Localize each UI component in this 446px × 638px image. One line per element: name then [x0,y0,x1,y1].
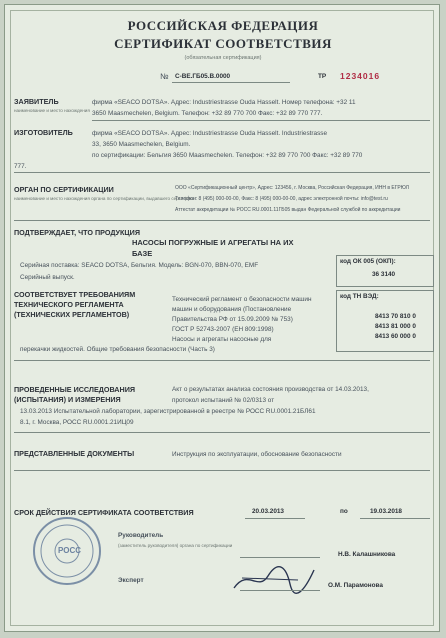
documents-text: Инструкция по эксплуатации, обоснование безопасности [172,451,342,458]
manufacturer-rule [14,172,430,173]
cert-body-text-3: Аттестат аккредитации № РОСС RU.0001.11ГБ05 выдан Федеральной службой по аккредитации [175,207,401,213]
evidence-label-2: (ИСПЫТАНИЯ) И ИЗМЕРЕНИЯ [14,395,121,404]
product-label: ПОДТВЕРЖДАЕТ, ЧТО ПРОДУКЦИЯ [14,228,140,237]
head-label: Руководитель [118,532,164,539]
cert-body-text-1: ООО «Сертификационный центр», Адрес: 123456, г. Москва, Российская Федерация, ИНН в ЕГРЮЛ [175,185,409,191]
conformity-text-1: Технический регламент о безопасности машин [172,296,312,303]
evidence-text-2: протокол испытаний № 02/0313 от [172,397,275,404]
evidence-rule [14,432,430,433]
manufacturer-text-4: 777. [14,163,27,170]
head-signature-line [240,557,320,558]
stamp-text: РОСС [58,546,82,555]
cert-body-text-2: Телефон: 8 (495) 000-00-00, Факс: 8 (495) 000-00-00, адрес электронной почты: info@test.ru [175,196,388,202]
okp-label: код ОК 005 (ОКП): [340,258,396,265]
okp-value: 36 3140 [372,271,396,278]
conformity-label-2: ТЕХНИЧЕСКОГО РЕГЛАМЕНТА [14,300,124,309]
expert-name: О.М. Парамонова [328,582,383,589]
conformity-label-3: (ТЕХНИЧЕСКИХ РЕГЛАМЕНТОВ) [14,310,130,319]
evidence-text-4: 8.1, г. Москва, РОСС RU.0001.21ИЦ09 [20,419,134,426]
documents-rule [14,470,430,471]
head-sub: (заместитель руководителя) органа по сертификации [118,543,233,548]
product-name-1: НАСОСЫ ПОГРУЖНЫЕ И АГРЕГАТЫ НА ИХ [132,238,294,247]
tnved-value-3: 8413 60 000 0 [375,333,416,340]
product-serial-text-2: Серийный выпуск. [20,274,75,281]
conformity-text-5: Насосы и агрегаты насосные для [172,336,272,343]
certificate-number: С-BE.ГБ05.В.0000 [175,73,231,80]
conformity-text-2: машин и оборудования (Постановление [172,306,292,313]
expert-signature-line [240,590,320,591]
evidence-text-1: Акт о результатах анализа состояния производства от 14.03.2013, [172,386,369,393]
conformity-text-6: перекачки жидкостей. Общие требования безопасности (Часть 3) [20,346,215,353]
documents-label: ПРЕДСТАВЛЕННЫЕ ДОКУМЕНТЫ [14,449,135,458]
applicant-text-2: 3650 Maasmechelen, Belgium. Телефон: +32 89 770 700 Факс: +32 89 770 777. [92,110,323,117]
tnved-value-2: 8413 81 000 0 [375,323,416,330]
product-serial-text: Серийная поставка: SEACO DOTSA, Бельгия. Модель: BGN-070, BBN-070, EMF [20,262,259,269]
manufacturer-text-3: по сертификации: Бельгия 3650 Maasmechelen. Телефон: +32 89 770 700 Факс: +32 89 770 [92,152,363,159]
title-line1: РОССИЙСКАЯ ФЕДЕРАЦИЯ [127,18,319,33]
conformity-label-1: СООТВЕТСТВУЕТ ТРЕБОВАНИЯМ [14,290,136,299]
product-name-2: БАЗЕ [132,249,153,258]
validity-label: СРОК ДЕЙСТВИЯ СЕРТИФИКАТА СООТВЕТСТВИЯ [14,508,194,517]
tr-number: 1234016 [340,71,381,81]
tnved-label: код ТН ВЭД: [340,293,379,300]
validity-to-label: по [340,508,348,515]
evidence-label-1: ПРОВЕДЕННЫЕ ИССЛЕДОВАНИЯ [14,385,136,394]
expert-label: Эксперт [118,577,144,584]
applicant-rule [92,120,430,121]
number-underline [172,82,290,83]
tnved-value-1: 8413 70 810 0 [375,313,416,320]
conformity-rule [14,360,430,361]
validity-to: 19.03.2018 [370,508,402,515]
head-name: Н.В. Калашникова [338,551,396,558]
conformity-text-3: Правительства РФ от 15.09.2009 № 753) [172,316,293,323]
cert-body-label: ОРГАН ПО СЕРТИФИКАЦИИ [14,185,114,194]
number-prefix: № [160,72,169,81]
manufacturer-text-1: фирма «SEACO DOTSA». Адрес: Industriestrasse Ouda Hasselt. Industriestrasse [92,130,328,137]
applicant-label: ЗАЯВИТЕЛЬ [14,97,59,106]
applicant-caption: наименование и место нахождения [14,108,90,113]
manufacturer-text-2: 33, 3650 Maasmechelen, Belgium. [92,141,191,148]
applicant-text-1: фирма «SEACO DOTSA». Адрес: Industriestrasse Ouda Hasselt. Номер телефона: +32 11 [92,99,356,106]
cert-body-rule [14,220,430,221]
evidence-text-3: 13.03.2013 Испытательной лаборатории, зарегистрированной в реестре № РОСС RU.0001.21БЛ61 [20,408,316,415]
conformity-text-4: ГОСТ Р 52743-2007 (ЕН 809:1998) [172,326,274,333]
manufacturer-label: ИЗГОТОВИТЕЛЬ [14,128,73,137]
validity-from-line [245,518,305,519]
validity-to-line [360,518,430,519]
cert-body-caption: наименование и место нахождения органа по сертификации, выдавшего сертификат [14,196,197,201]
subtitle: (обязательная сертификация) [184,55,262,61]
validity-from: 20.03.2013 [252,508,284,515]
title-line2: СЕРТИФИКАТ СООТВЕТСТВИЯ [114,36,332,51]
tr-label: ТР [318,73,327,80]
